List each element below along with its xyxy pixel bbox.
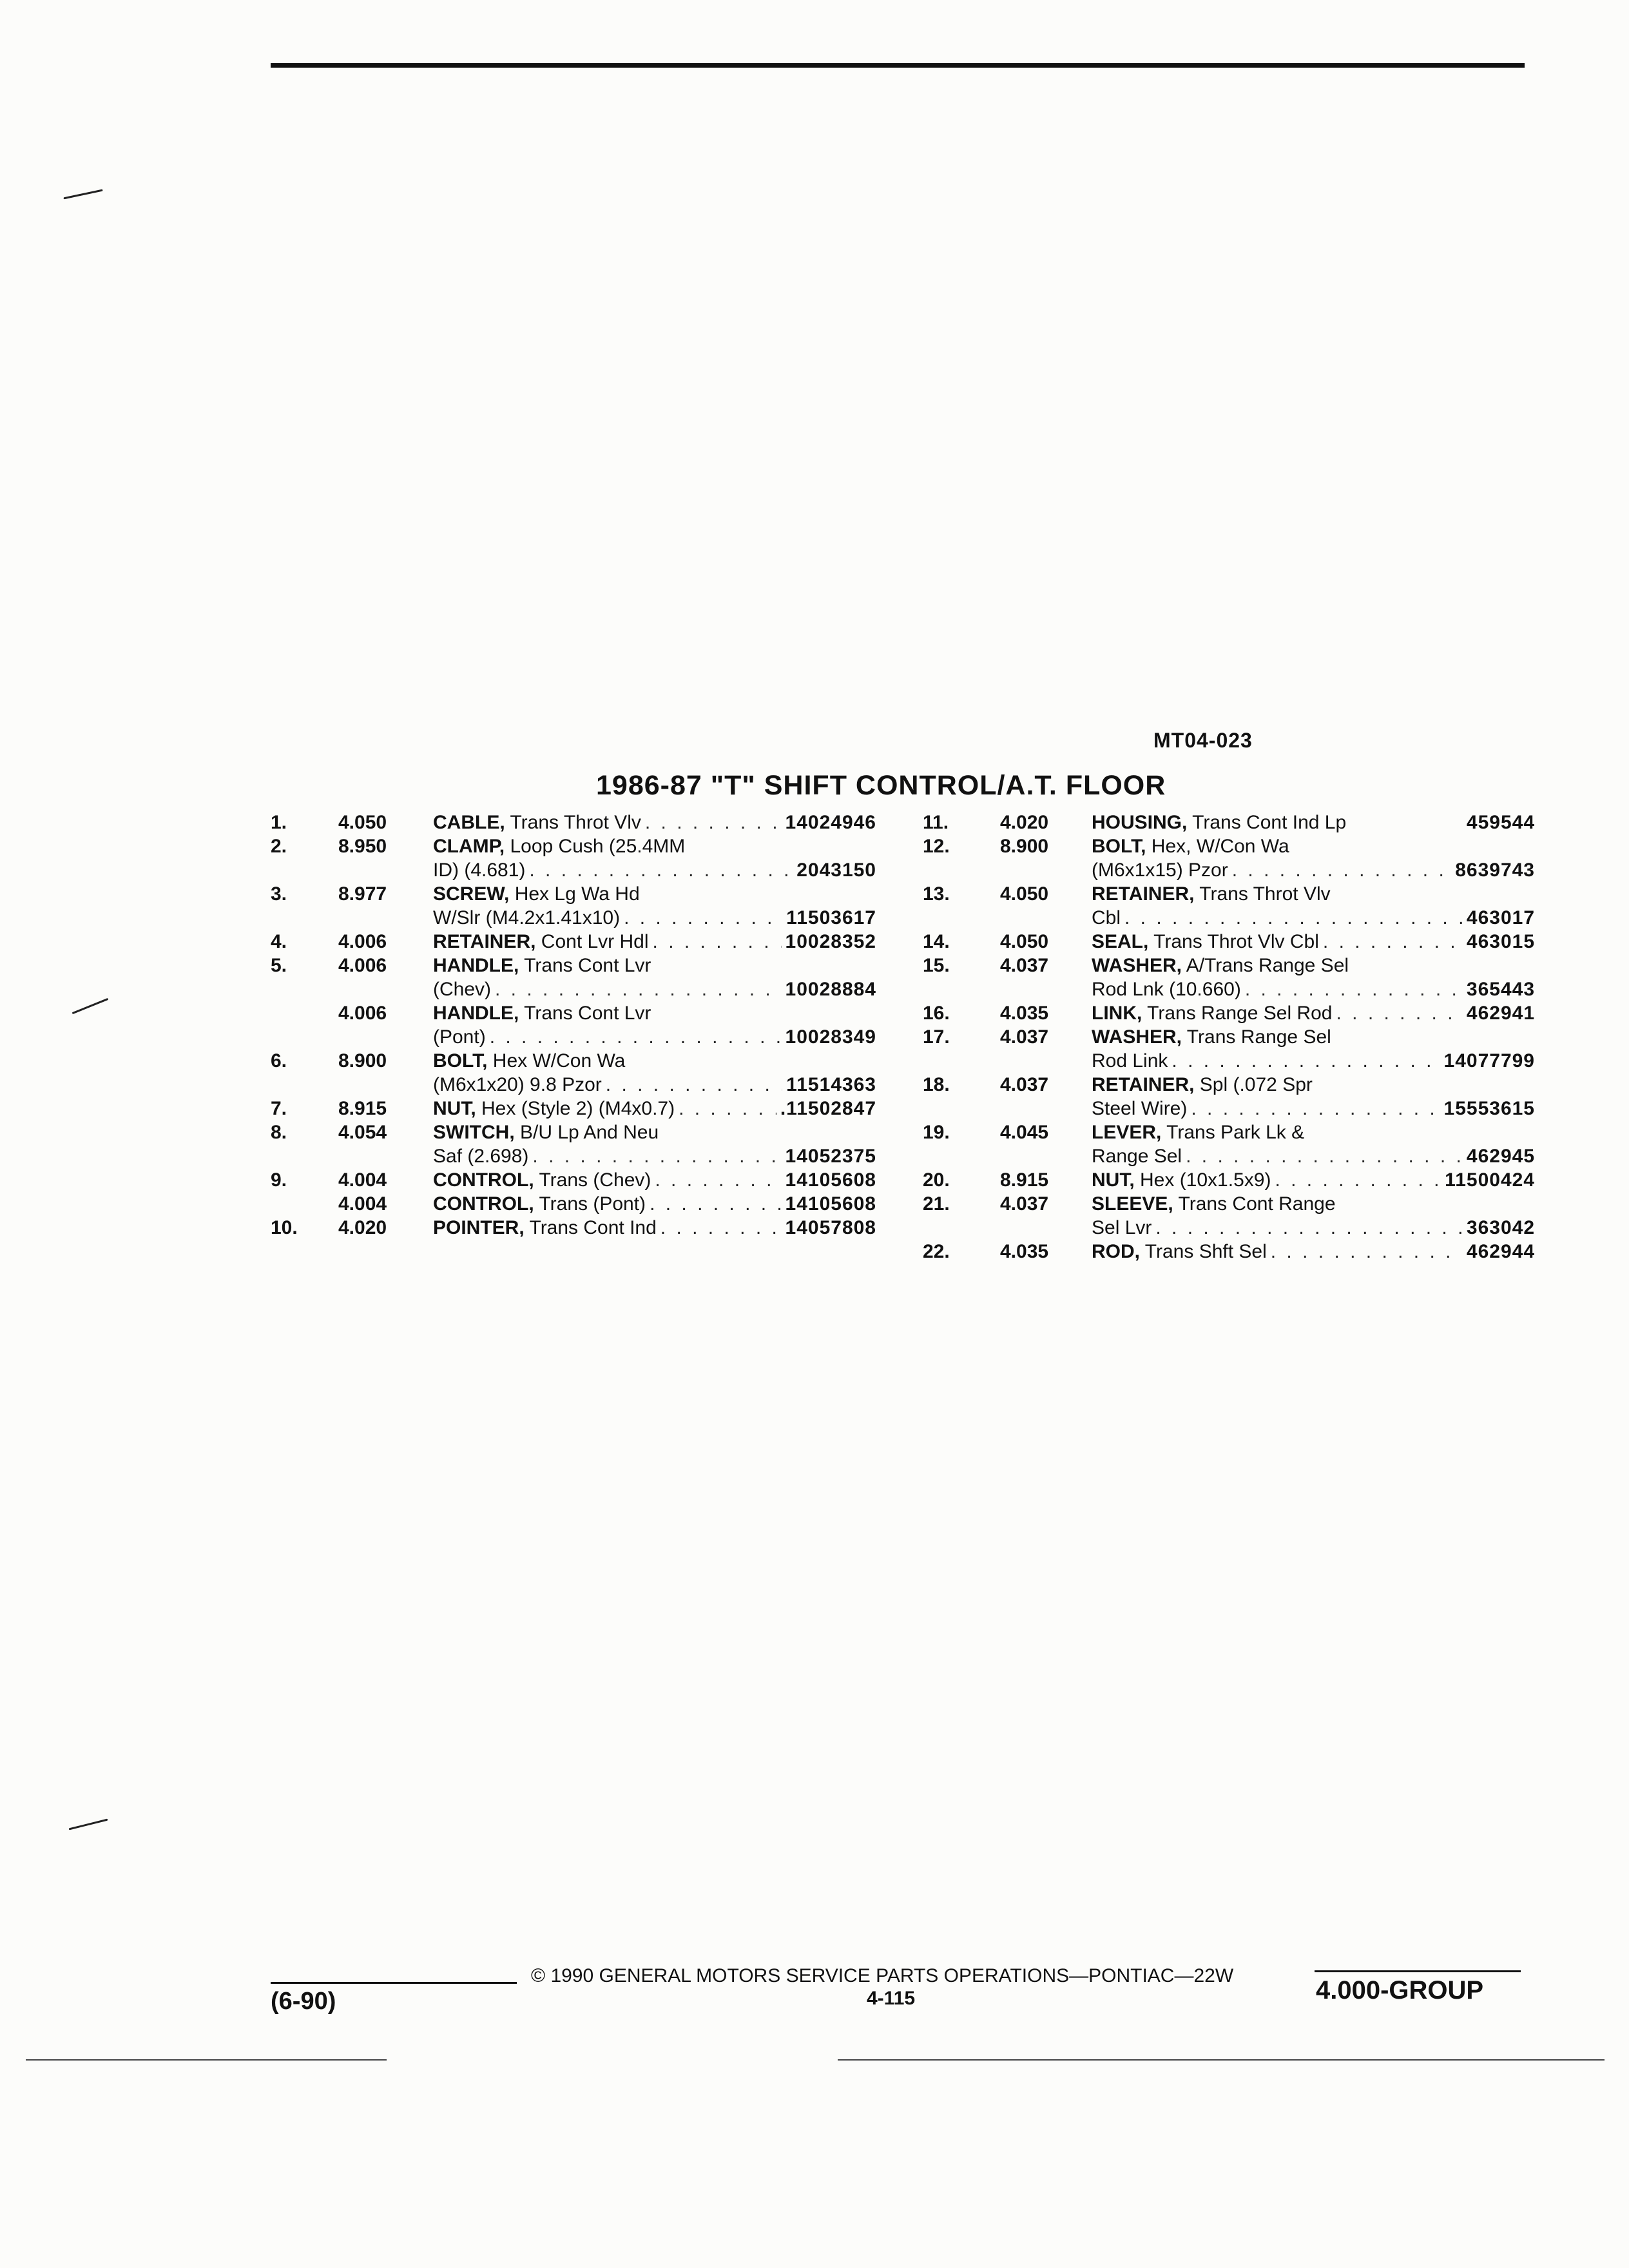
part-detail: Spl (.072 Spr — [1194, 1074, 1313, 1095]
part-name: LEVER, — [1092, 1122, 1162, 1143]
reference-number: 8.950 — [338, 836, 387, 857]
part-detail: Trans (Chev) — [534, 1169, 651, 1191]
description-line — [433, 1120, 876, 1144]
description-text — [433, 1216, 657, 1240]
description-line — [1092, 1001, 1535, 1025]
margin-mark — [72, 998, 109, 1014]
description-line — [1092, 834, 1535, 858]
description-text — [433, 1001, 651, 1025]
description-line — [1092, 1097, 1535, 1120]
item-number: 6. — [271, 1050, 287, 1072]
reference-number: 4.006 — [338, 931, 387, 952]
part-name: SWITCH, — [433, 1122, 515, 1143]
part-number: 463017 — [1466, 907, 1535, 928]
item-number: 18. — [923, 1074, 950, 1095]
dot-leader — [1186, 1144, 1463, 1168]
reference-number: 4.006 — [338, 1003, 387, 1024]
part-number: 365443 — [1466, 979, 1535, 1000]
item-description — [1092, 834, 1535, 882]
description-line — [1092, 858, 1535, 882]
part-detail: A/Trans Range Sel — [1182, 955, 1349, 976]
part-number: 15553615 — [1443, 1098, 1535, 1119]
description-text — [433, 930, 649, 954]
part-number: 363042 — [1466, 1217, 1535, 1238]
item-number: 20. — [923, 1169, 950, 1191]
part-number: 10028349 — [785, 1026, 876, 1048]
part-name: CABLE, — [433, 812, 505, 833]
part-number: 11500424 — [1445, 1169, 1535, 1191]
description-text — [1092, 1240, 1267, 1264]
reference-number: 4.037 — [1000, 1193, 1049, 1215]
part-number: 14105608 — [785, 1193, 876, 1215]
item-description — [433, 1192, 876, 1216]
part-detail: Steel Wire) — [1092, 1098, 1188, 1119]
item-description — [433, 930, 876, 954]
list-item — [923, 1073, 1535, 1120]
dot-leader — [490, 1025, 782, 1049]
part-detail: Range Sel — [1092, 1146, 1182, 1167]
description-line — [1092, 1168, 1535, 1192]
reference-number: 4.020 — [338, 1217, 387, 1238]
description-text — [1092, 882, 1331, 906]
list-item — [271, 811, 876, 834]
description-text — [433, 1144, 528, 1168]
part-detail: Cbl — [1092, 907, 1121, 928]
item-description — [1092, 1001, 1535, 1025]
list-item — [271, 1168, 876, 1192]
reference-number: 8.900 — [1000, 836, 1049, 857]
part-detail: Trans Cont Lvr — [519, 1003, 651, 1024]
reference-number: 4.037 — [1000, 1026, 1049, 1048]
item-number: 10. — [271, 1217, 298, 1238]
description-line — [1092, 1240, 1535, 1264]
part-name: CLAMP, — [433, 836, 505, 857]
item-description — [433, 811, 876, 834]
description-line — [433, 1216, 876, 1240]
description-line — [433, 1049, 876, 1073]
margin-mark — [69, 1819, 108, 1831]
description-text — [1092, 1192, 1336, 1216]
description-line — [433, 977, 876, 1001]
list-item — [923, 930, 1535, 954]
part-detail: Saf (2.698) — [433, 1146, 529, 1167]
description-text — [433, 1073, 602, 1097]
description-line — [1092, 1192, 1535, 1216]
part-detail: Trans Throt Vlv Cbl — [1148, 931, 1319, 952]
part-number: 10028884 — [785, 979, 876, 1000]
part-number: .11502847 — [780, 1098, 876, 1119]
reference-number: 4.045 — [1000, 1122, 1049, 1143]
part-number: 10028352 — [785, 931, 876, 952]
reference-number: 4.020 — [1000, 812, 1049, 833]
description-line — [1092, 930, 1535, 954]
part-name: WASHER, — [1092, 955, 1182, 976]
item-description — [433, 1168, 876, 1192]
reference-number: 4.006 — [338, 955, 387, 976]
part-number: 462941 — [1466, 1003, 1535, 1024]
dot-leader — [655, 1168, 781, 1192]
revision-date: (6-90) — [271, 1988, 336, 2015]
description-line — [1092, 977, 1535, 1001]
description-text — [433, 834, 685, 858]
item-description — [433, 882, 876, 930]
description-text — [433, 906, 620, 930]
item-description — [1092, 1240, 1535, 1264]
description-line — [433, 834, 876, 858]
reference-number: 4.037 — [1000, 955, 1049, 976]
part-number: 14024946 — [785, 812, 876, 833]
description-text — [1092, 977, 1241, 1001]
list-item — [923, 1240, 1535, 1264]
reference-number: 4.037 — [1000, 1074, 1049, 1095]
dot-leader — [606, 1073, 782, 1097]
description-line — [1092, 1120, 1535, 1144]
top-rule — [271, 63, 1525, 68]
description-text — [1092, 1120, 1304, 1144]
description-line — [1092, 1073, 1535, 1097]
part-detail: Hex W/Con Wa — [487, 1050, 626, 1072]
description-text — [1092, 1144, 1182, 1168]
item-number: 4. — [271, 931, 287, 952]
list-item — [923, 1120, 1535, 1168]
list-item — [923, 882, 1535, 930]
part-name: CONTROL, — [433, 1193, 534, 1215]
item-description — [1092, 1025, 1535, 1073]
margin-mark — [63, 189, 102, 200]
description-text — [1092, 858, 1228, 882]
item-description — [1092, 811, 1535, 834]
part-name: CONTROL, — [433, 1169, 534, 1191]
reference-number: 4.004 — [338, 1169, 387, 1191]
part-detail: Trans (Pont) — [534, 1193, 646, 1215]
item-number: 19. — [923, 1122, 950, 1143]
dot-leader — [1271, 1240, 1463, 1264]
description-text — [1092, 1073, 1313, 1097]
part-name: RETAINER, — [1092, 883, 1195, 905]
description-text — [1092, 1049, 1168, 1073]
parts-list-right — [923, 811, 1535, 1264]
item-description — [1092, 930, 1535, 954]
part-detail: (Chev) — [433, 979, 492, 1000]
part-number: 459544 — [1466, 812, 1535, 833]
group-number: 4.000-GROUP — [1316, 1976, 1484, 2004]
item-description — [433, 1001, 876, 1049]
item-number: 11. — [923, 812, 949, 833]
part-detail: Trans Cont Ind Lp — [1187, 812, 1347, 833]
list-item — [923, 954, 1535, 1001]
dot-leader — [1336, 1001, 1463, 1025]
part-number: 462945 — [1466, 1146, 1535, 1167]
description-line — [1092, 882, 1535, 906]
description-text — [1092, 811, 1346, 834]
part-detail: Trans Range Sel — [1182, 1026, 1331, 1048]
description-line — [433, 811, 876, 834]
item-number: 8. — [271, 1122, 287, 1143]
item-description — [1092, 1192, 1535, 1240]
footer-rule — [1315, 1970, 1521, 1972]
description-line — [1092, 954, 1535, 977]
item-description — [1092, 954, 1535, 1001]
part-number: 11514363 — [786, 1074, 876, 1095]
part-detail: Trans Cont Ind — [524, 1217, 657, 1238]
description-text — [433, 1168, 651, 1192]
item-description — [433, 1120, 876, 1168]
part-detail: Rod Link — [1092, 1050, 1168, 1072]
item-description — [1092, 882, 1535, 930]
reference-number: 4.050 — [1000, 931, 1049, 952]
description-text — [1092, 1097, 1187, 1120]
item-description — [433, 954, 876, 1001]
part-detail: Trans Park Lk & — [1161, 1122, 1305, 1143]
description-text — [1092, 1216, 1152, 1240]
list-item — [923, 1192, 1535, 1240]
description-line — [433, 930, 876, 954]
part-name: HOUSING, — [1092, 812, 1188, 833]
part-detail: Trans Range Sel Rod — [1142, 1003, 1333, 1024]
dot-leader — [653, 930, 782, 954]
bottom-rule — [26, 2059, 387, 2061]
list-item — [923, 811, 1535, 834]
part-name: BOLT, — [1092, 836, 1146, 857]
description-text — [433, 1120, 659, 1144]
part-detail: Cont Lvr Hdl — [535, 931, 649, 952]
part-number: 14052375 — [785, 1146, 876, 1167]
item-number: 14. — [923, 931, 950, 952]
description-text — [1092, 834, 1289, 858]
description-text — [433, 858, 525, 882]
item-number: 2. — [271, 836, 287, 857]
description-text — [433, 882, 640, 906]
list-item — [271, 1001, 876, 1049]
description-line — [433, 1097, 876, 1120]
part-detail: Rod Lnk (10.660) — [1092, 979, 1241, 1000]
description-line — [1092, 1049, 1535, 1073]
part-name: NUT, — [433, 1098, 476, 1119]
description-line — [433, 858, 876, 882]
part-detail: (M6x1x15) Pzor — [1092, 860, 1228, 881]
figure-id: MT04-023 — [1153, 729, 1253, 752]
page-number: 4-115 — [867, 1988, 916, 2009]
description-text — [433, 977, 491, 1001]
part-number: 8639743 — [1455, 860, 1535, 881]
description-line — [433, 1073, 876, 1097]
part-detail: B/U Lp And Neu — [514, 1122, 659, 1143]
dot-leader — [1155, 1216, 1463, 1240]
list-item — [271, 882, 876, 930]
description-text — [1092, 1168, 1271, 1192]
part-detail: Trans Throt Vlv — [505, 812, 641, 833]
reference-number: 4.054 — [338, 1122, 387, 1143]
part-detail: Trans Throt Vlv — [1194, 883, 1331, 905]
description-line — [433, 1192, 876, 1216]
reference-number: 4.050 — [338, 812, 387, 833]
description-line — [433, 954, 876, 977]
reference-number: 8.915 — [338, 1098, 387, 1119]
footer-rule — [271, 1982, 517, 1984]
part-name: WASHER, — [1092, 1026, 1182, 1048]
part-detail: Trans Cont Range — [1173, 1193, 1336, 1215]
part-name: ROD, — [1092, 1241, 1140, 1262]
list-item — [923, 1001, 1535, 1025]
reference-number: 8.915 — [1000, 1169, 1049, 1191]
part-name: HANDLE, — [433, 955, 519, 976]
part-name: SEAL, — [1092, 931, 1149, 952]
part-name: POINTER, — [433, 1217, 525, 1238]
dot-leader — [650, 1192, 781, 1216]
reference-number: 4.035 — [1000, 1241, 1049, 1262]
part-detail: Trans Shft Sel — [1140, 1241, 1267, 1262]
item-description — [1092, 1073, 1535, 1120]
part-detail: Hex (Style 2) (M4x0.7) — [476, 1098, 675, 1119]
item-number: 15. — [923, 955, 950, 976]
part-number: 14105608 — [785, 1169, 876, 1191]
dot-leader — [1323, 930, 1463, 954]
part-detail: Hex Lg Wa Hd — [509, 883, 640, 905]
dot-leader — [1191, 1097, 1440, 1120]
item-number: 1. — [271, 812, 287, 833]
reference-number: 4.035 — [1000, 1003, 1049, 1024]
part-name: SCREW, — [433, 883, 510, 905]
description-line — [1092, 1216, 1535, 1240]
part-detail: Hex (10x1.5x9) — [1134, 1169, 1271, 1191]
part-number: 14077799 — [1443, 1050, 1535, 1072]
part-name: RETAINER, — [433, 931, 536, 952]
description-text — [433, 811, 641, 834]
description-line — [1092, 811, 1535, 834]
part-detail: ID) (4.681) — [433, 860, 526, 881]
item-number: 3. — [271, 883, 287, 905]
item-number: 9. — [271, 1169, 287, 1191]
page-title: 1986-87 "T" SHIFT CONTROL/A.T. FLOOR — [596, 770, 1166, 801]
reference-number: 4.050 — [1000, 883, 1049, 905]
list-item — [271, 1120, 876, 1168]
part-number: 14057808 — [785, 1217, 876, 1238]
reference-number: 4.004 — [338, 1193, 387, 1215]
item-number: 5. — [271, 955, 287, 976]
list-item — [271, 930, 876, 954]
list-item — [271, 1192, 876, 1216]
dot-leader — [1232, 858, 1451, 882]
part-number: 463015 — [1466, 931, 1535, 952]
list-item — [271, 834, 876, 882]
parts-list-left — [271, 811, 876, 1240]
description-text — [1092, 954, 1349, 977]
reference-number: 8.977 — [338, 883, 387, 905]
list-item — [923, 834, 1535, 882]
item-description — [433, 1097, 876, 1120]
reference-number: 8.900 — [338, 1050, 387, 1072]
item-description — [433, 834, 876, 882]
item-number: 7. — [271, 1098, 287, 1119]
item-number: 21. — [923, 1193, 950, 1215]
description-line — [1092, 1144, 1535, 1168]
item-number: 16. — [923, 1003, 950, 1024]
part-name: NUT, — [1092, 1169, 1135, 1191]
item-number: 12. — [923, 836, 950, 857]
description-line — [1092, 1025, 1535, 1049]
dot-leader — [660, 1216, 782, 1240]
dot-leader — [624, 906, 782, 930]
part-detail: (Pont) — [433, 1026, 486, 1048]
dot-leader — [1171, 1049, 1440, 1073]
item-number: 13. — [923, 883, 950, 905]
description-line — [1092, 906, 1535, 930]
list-item — [923, 1025, 1535, 1073]
dot-leader — [532, 1144, 781, 1168]
description-line — [433, 1025, 876, 1049]
description-line — [433, 1144, 876, 1168]
list-item — [271, 1216, 876, 1240]
list-item — [271, 1097, 876, 1120]
description-text — [433, 954, 651, 977]
list-item — [271, 954, 876, 1001]
part-detail: (M6x1x20) 9.8 Pzor — [433, 1074, 602, 1095]
dot-leader — [679, 1097, 776, 1120]
part-number: 11503617 — [786, 907, 876, 928]
bottom-rule — [838, 2059, 1605, 2061]
list-item — [271, 1049, 876, 1097]
description-text — [433, 1097, 675, 1120]
description-text — [433, 1025, 486, 1049]
part-detail: Loop Cush (25.4MM — [505, 836, 686, 857]
part-detail: W/Slr (M4.2x1.41x10) — [433, 907, 621, 928]
description-text — [1092, 906, 1121, 930]
copyright-line: © 1990 GENERAL MOTORS SERVICE PARTS OPERATIONS—PONTIAC—22W — [531, 1965, 1234, 1986]
item-description — [1092, 1120, 1535, 1168]
description-text — [433, 1192, 646, 1216]
part-name: BOLT, — [433, 1050, 488, 1072]
description-line — [433, 1001, 876, 1025]
list-item — [923, 1168, 1535, 1192]
part-name: LINK, — [1092, 1003, 1142, 1024]
item-description — [433, 1049, 876, 1097]
description-line — [433, 882, 876, 906]
description-text — [433, 1049, 625, 1073]
part-detail: Trans Cont Lvr — [519, 955, 651, 976]
item-number: 22. — [923, 1241, 950, 1262]
description-line — [433, 1168, 876, 1192]
part-name: SLEEVE, — [1092, 1193, 1173, 1215]
description-text — [1092, 1025, 1331, 1049]
part-number: 2043150 — [796, 860, 876, 881]
description-text — [1092, 1001, 1333, 1025]
description-line — [433, 906, 876, 930]
item-description — [433, 1216, 876, 1240]
dot-leader — [1124, 906, 1463, 930]
part-number: 462944 — [1466, 1241, 1535, 1262]
item-number: 17. — [923, 1026, 950, 1048]
part-name: HANDLE, — [433, 1003, 519, 1024]
dot-leader — [645, 811, 782, 834]
description-text — [1092, 930, 1319, 954]
part-detail: Hex, W/Con Wa — [1146, 836, 1289, 857]
dot-leader — [529, 858, 793, 882]
part-detail: Sel Lvr — [1092, 1217, 1152, 1238]
part-name: RETAINER, — [1092, 1074, 1195, 1095]
dot-leader — [1245, 977, 1463, 1001]
dot-leader — [1275, 1168, 1441, 1192]
dot-leader — [495, 977, 782, 1001]
item-description — [1092, 1168, 1535, 1192]
